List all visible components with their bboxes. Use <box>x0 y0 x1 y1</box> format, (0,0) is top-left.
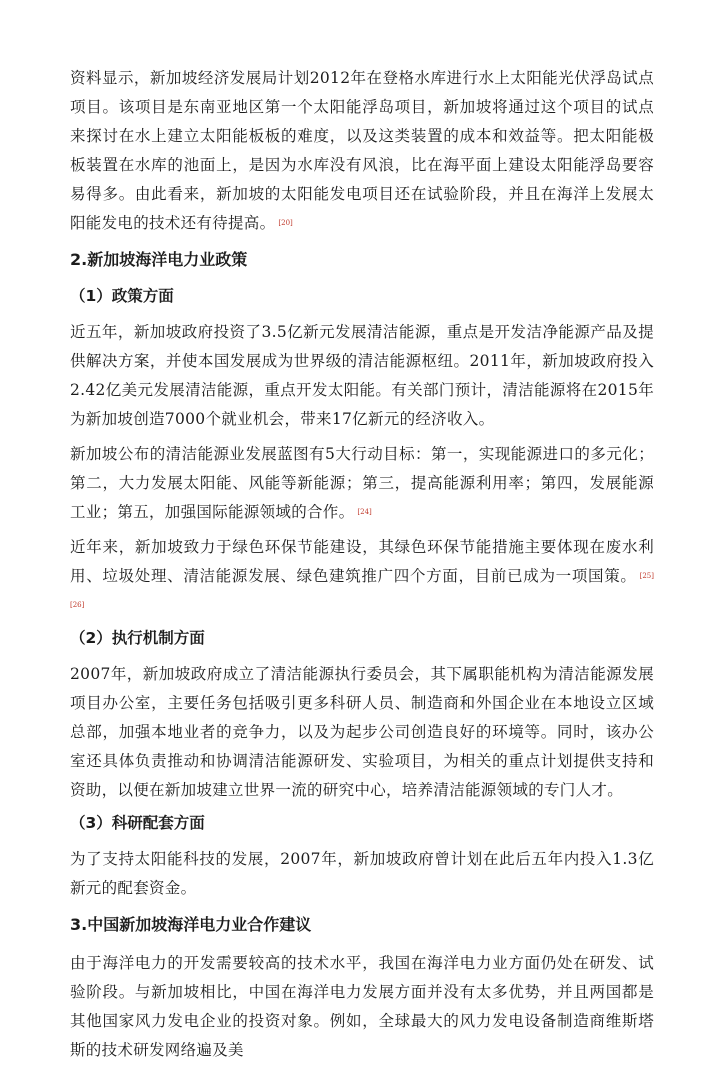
paragraph-research-funding: 为了支持太阳能科技的发展，2007年，新加坡政府曾计划在此后五年内投入1.3亿新元的配套资金。 <box>70 850 654 897</box>
paragraph-cooperation: 由于海洋电力的开发需要较高的技术水平，我国在海洋电力业方面仍处在研发、试验阶段。与新加坡相比，中国在海洋电力发展方面并没有太多优势，并且两国都是其他国家风力发电企业的投资对象。例如，全球最大的风力发电设备制造商维斯塔斯的技术研发网络遍及美 <box>70 954 654 1059</box>
paragraph-text: 资料显示，新加坡经济发展局计划2012年在登格水库进行水上太阳能光伏浮岛试点项目。该项目是东南亚地区第一个太阳能浮岛项目，新加坡将通过这个项目的试点来探讨在水上建立太阳能板板的难度，以及这类装置的成本和效益等。把太阳能极板装置在水库的池面上，是因为水库没有风浪，比在海平面上建设太阳能浮岛要容易得多。由此看来，新加坡的太阳能发电项目还在试验阶段，并且在海洋上发展太阳能发电的技术还有待提高。 <box>70 69 654 232</box>
subheading-policy-aspect: （1）政策方面 <box>70 287 174 305</box>
paragraph-committee: 2007年，新加坡政府成立了清洁能源执行委员会，其下属职能机构为清洁能源发展项目办公室，主要任务包括吸引更多科研人员、制造商和外国企业在本地设立区域总部，加强本地业者的竞争力，以及为起步公司创造良好的环境等。同时，该办公室还具体负责推动和协调清洁能源研发、实验项目，为相关的重点计划提供支持和资助，以便在新加坡建立世界一流的研究中心，培养清洁能源领域的专门人才。 <box>70 665 654 799</box>
subheading-research-support: （3）科研配套方面 <box>70 814 205 832</box>
paragraph-solar-pilot <box>70 64 654 238</box>
citation-mark: [25] [26] <box>70 572 654 609</box>
section-heading-cooperation: 3.中国新加坡海洋电力业合作建议 <box>70 915 312 934</box>
paragraph-text: 新加坡公布的清洁能源业发展蓝图有5大行动目标：第一，实现能源进口的多元化；第二，大力发展太阳能、风能等新能源；第三，提高能源利用率；第四，发展能源工业；第五，加强国际能源领域的合作。 <box>70 445 654 521</box>
section-heading-policy: 2.新加坡海洋电力业政策 <box>70 250 248 269</box>
citation-mark: [24] <box>357 508 372 516</box>
paragraph-blueprint <box>70 440 654 527</box>
paragraph-green-energy <box>70 533 654 620</box>
paragraph-investment: 近五年，新加坡政府投资了3.5亿新元发展清洁能源，重点是开发洁净能源产品及提供解决方案，并使本国发展成为世界级的清洁能源枢纽。2011年，新加坡政府投入2.42亿美元发展清洁能源，重点开发太阳能。有关部门预计，清洁能源将在2015年为新加坡创造7000个就业机会，带来17亿新元的经济收入。 <box>70 323 654 428</box>
subheading-execution-mechanism: （2）执行机制方面 <box>70 629 205 647</box>
document-body <box>70 64 654 1071</box>
citation-mark: [20] <box>278 219 293 227</box>
paragraph-text: 近年来，新加坡致力于绿色环保节能建设，其绿色环保节能措施主要体现在废水利用、垃圾处理、清洁能源发展、绿色建筑推广四个方面，目前已成为一项国策。 <box>70 538 654 585</box>
